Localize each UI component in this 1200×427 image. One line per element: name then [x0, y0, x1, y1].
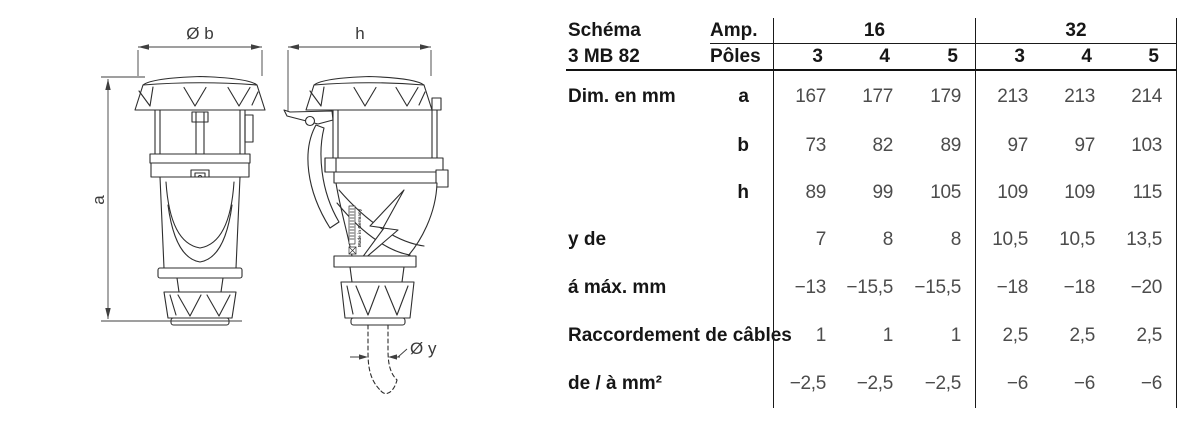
- row-label: [566, 123, 710, 169]
- schema-code: 3 MB 82: [566, 44, 710, 71]
- technical-drawing: [0, 0, 560, 427]
- value-cell: −20: [1109, 264, 1177, 312]
- value-cell: −13: [773, 264, 840, 312]
- value-cell: 73: [773, 123, 840, 169]
- value-cell: −2,5: [856, 373, 893, 394]
- table-title: Schéma: [568, 20, 641, 41]
- value-cell: −2,5: [924, 373, 961, 394]
- value-cell: 115: [1109, 169, 1177, 216]
- value-cell: −6: [1109, 360, 1177, 408]
- poles-header: Pôles: [710, 44, 773, 71]
- front-view: [135, 77, 265, 326]
- value-cell: 213: [975, 71, 1042, 123]
- value-cell: 13,5: [1109, 216, 1177, 264]
- value-cell: 179: [930, 86, 961, 107]
- value-cell: 89: [940, 135, 961, 156]
- dim-letter: h: [737, 181, 749, 203]
- value-cell: 103: [1109, 123, 1177, 169]
- value-cell: 177: [862, 86, 893, 107]
- dim-label-a: a: [89, 195, 108, 205]
- value-cell: −2,5: [773, 360, 840, 408]
- row-label: y de: [568, 229, 607, 250]
- pole-col-header: 4: [840, 44, 907, 71]
- row-label: [566, 169, 710, 216]
- value-cell: 1: [882, 325, 893, 346]
- group-header-16: 16: [773, 18, 975, 44]
- value-cell: 82: [872, 135, 893, 156]
- value-cell: 10,5: [1059, 229, 1095, 250]
- row-label: Raccordement de câbles: [568, 325, 792, 346]
- value-cell: 105: [930, 181, 961, 203]
- amp-header: Amp.: [710, 18, 773, 44]
- cable-dashed: [368, 325, 397, 394]
- dim-letter: a: [738, 86, 749, 107]
- value-cell: 99: [872, 181, 893, 203]
- value-cell: 1: [773, 312, 840, 360]
- value-cell: −15,5: [914, 277, 961, 298]
- connector-drawing-svg: [0, 0, 560, 427]
- dim-label-h: h: [355, 24, 365, 43]
- value-cell: 89: [773, 169, 840, 216]
- value-cell: 2,5: [1109, 312, 1177, 360]
- dim-letter: b: [737, 135, 749, 156]
- dim-label-b: Ø b: [186, 24, 214, 43]
- value-cell: −6: [1073, 373, 1095, 394]
- value-cell: 97: [975, 123, 1042, 169]
- group-header-32: 32: [975, 18, 1177, 44]
- made-in-germany-text: Made in Germany: [357, 208, 362, 247]
- dim-letter: [710, 312, 773, 360]
- dim-label-y: Ø y: [410, 339, 437, 358]
- value-cell: 167: [773, 71, 840, 123]
- value-cell: 10,5: [975, 216, 1042, 264]
- value-cell: 213: [1064, 86, 1095, 107]
- dim-letter: [710, 360, 773, 408]
- value-cell: −6: [975, 360, 1042, 408]
- value-cell: 109: [975, 169, 1042, 216]
- value-cell: −18: [975, 264, 1042, 312]
- value-cell: 8: [882, 229, 893, 250]
- row-label: á máx. mm: [568, 277, 667, 298]
- value-cell: 7: [773, 216, 840, 264]
- value-cell: 1: [950, 325, 961, 346]
- dim-letter: [710, 264, 773, 312]
- pole-col-header: 5: [907, 44, 975, 71]
- value-cell: 2,5: [975, 312, 1042, 360]
- value-cell: 214: [1109, 71, 1177, 123]
- pole-col-header: 4: [1042, 44, 1109, 71]
- value-cell: 109: [1064, 181, 1095, 203]
- value-cell: 2,5: [1069, 325, 1095, 346]
- pole-col-header: 5: [1109, 44, 1177, 71]
- row-label: de / à mm²: [568, 373, 662, 394]
- value-cell: 8: [950, 229, 961, 250]
- value-cell: 97: [1074, 135, 1095, 156]
- pole-col-header: 3: [773, 44, 840, 71]
- dim-letter: [710, 216, 773, 264]
- value-cell: −15,5: [846, 277, 893, 298]
- pole-col-header: 3: [975, 44, 1042, 71]
- value-cell: −18: [1063, 277, 1095, 298]
- row-label: Dim. en mm: [568, 86, 676, 107]
- dimension-table: [566, 18, 1177, 408]
